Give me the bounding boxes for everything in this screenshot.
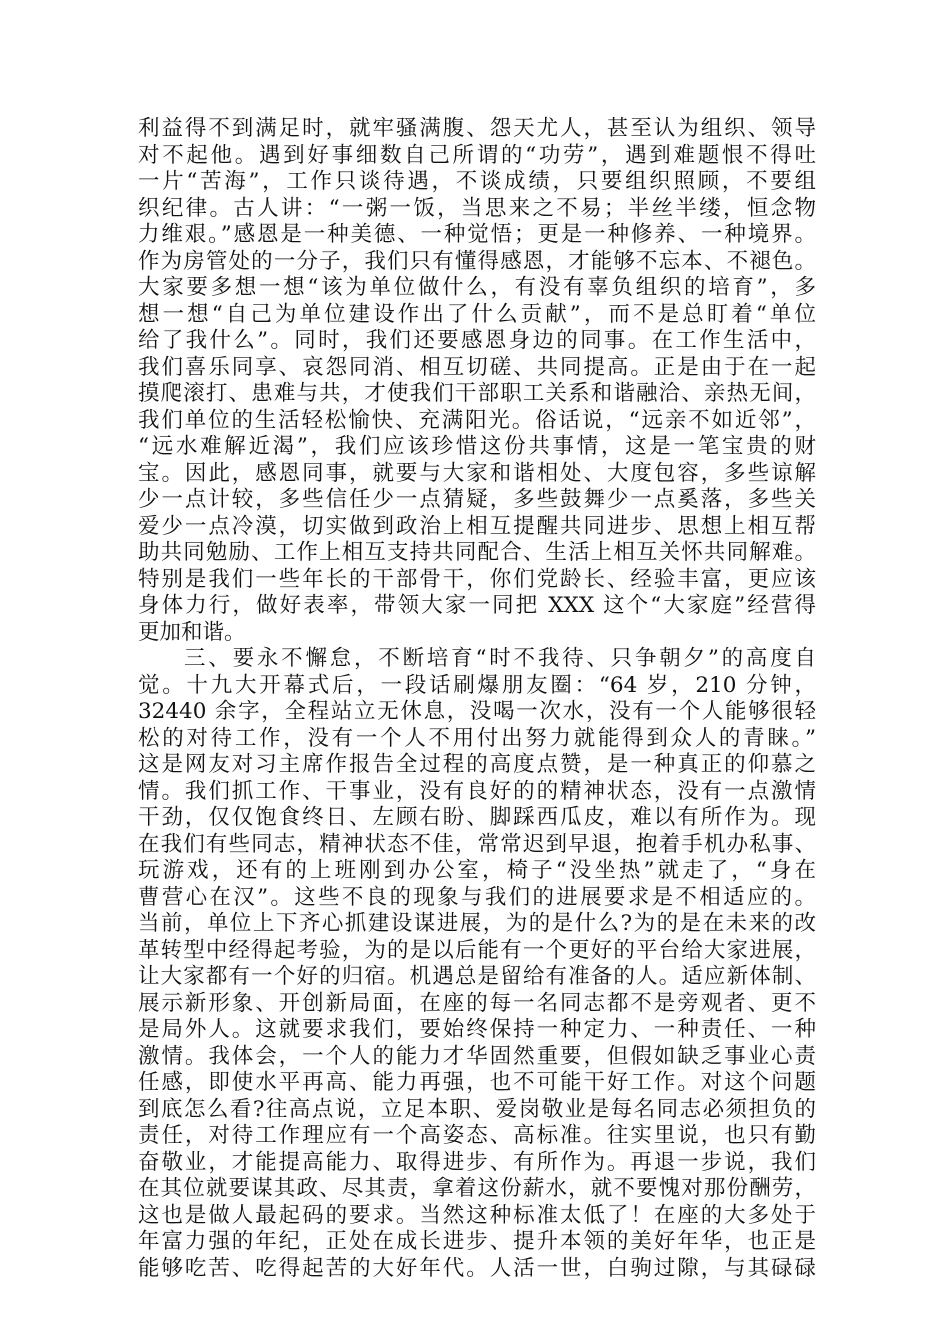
text-line: 宝。因此，感恩同事，就要与大家和谐相处、大度包容，多些谅解 bbox=[138, 460, 816, 486]
text-line: 一片“苦海”，工作只谈待遇，不谈成绩，只要组织照顾，不要组 bbox=[138, 169, 816, 194]
text-line: 少一点计较，多些信任少一点猜疑，多些鼓舞少一点奚落，多些关 bbox=[138, 487, 816, 512]
text-line: 特别是我们一些年长的干部骨干，你们党龄长、经验丰富，更应该 bbox=[138, 566, 816, 592]
text-line: 干劲，仅仅饱食终日、左顾右盼、脚踩西瓜皮，难以有所作为。现 bbox=[138, 805, 816, 830]
text-line: 能够吃苦、吃得起苦的大好年代。人活一世，白驹过隙，与其碌碌 bbox=[138, 1255, 816, 1281]
text-line: 让大家都有一个好的归宿。机遇总是留给有准备的人。适应新体制、 bbox=[138, 964, 816, 989]
text-line: 32440 余字，全程站立无休息，没喝一次水，没有一个人能够很轻 bbox=[138, 699, 816, 724]
text-line: 革转型中经得起考验，为的是以后能有一个更好的平台给大家进展， bbox=[138, 937, 816, 963]
text-line: 对不起他。遇到好事细数自己所谓的“功劳”，遇到难题恨不得吐 bbox=[138, 142, 816, 168]
text-line: 觉。十九大开幕式后，一段话刷爆朋友圈：“64 岁，210 分钟， bbox=[138, 672, 816, 698]
text-line: 到底怎么看?往高点说，立足本职、爱岗敬业是每名同志必须担负的 bbox=[138, 1096, 816, 1122]
section-heading-line: 三、要永不懈怠，不断培育“时不我待、只争朝夕”的高度自 bbox=[184, 646, 816, 671]
text-line: 助共同勉励、工作上相互支持共同配合、生活上相互关怀共同解难。 bbox=[138, 540, 816, 565]
text-line: 爱少一点冷漠，切实做到政治上相互提醒共同进步、思想上相互帮 bbox=[138, 513, 816, 539]
text-line: 当前，单位上下齐心抓建设谋进展，为的是什么?为的是在未来的改 bbox=[138, 911, 816, 936]
text-line: 责任，对待工作理应有一个高姿态、高标准。往实里说，也只有勤 bbox=[138, 1123, 816, 1148]
text-line: 是局外人。这就要求我们，要始终保持一种定力、一种责任、一种 bbox=[138, 1017, 816, 1042]
text-line: 奋敬业，才能提高能力、取得进步、有所作为。再退一步说，我们 bbox=[138, 1149, 816, 1175]
text-line: 作为房管处的一分子，我们只有懂得感恩，才能够不忘本、不褪色。 bbox=[138, 248, 816, 274]
text-line: 曹营心在汉”。这些不良的现象与我们的进展要求是不相适应的。 bbox=[138, 884, 816, 910]
text-line: 想一想“自己为单位建设作出了什么贡献”，而不是总盯着“单位 bbox=[138, 301, 816, 327]
text-line: 这是网友对习主席作报告全过程的高度点赞，是一种真正的仰慕之 bbox=[138, 752, 816, 777]
text-line: 利益得不到满足时，就牢骚满腹、怨天尤人，甚至认为组织、领导 bbox=[138, 116, 816, 141]
text-line: 身体力行，做好表率，带领大家一同把 XXX 这个“大家庭”经营得 bbox=[138, 593, 816, 618]
text-line: 给了我什么”。同时，我们还要感恩身边的同事。在工作生活中， bbox=[138, 328, 816, 353]
document-page bbox=[138, 116, 816, 1282]
paragraph-end-line: 更加和谐。 bbox=[138, 619, 246, 645]
text-line: “远水难解近渴”，我们应该珍惜这份共事情，这是一笔宝贵的财 bbox=[138, 434, 816, 459]
text-line: 展示新形象、开创新局面，在座的每一名同志都不是旁观者、更不 bbox=[138, 990, 816, 1016]
text-line: 这也是做人最起码的要求。当然这种标准太低了！在座的大多处于 bbox=[138, 1202, 816, 1228]
text-line: 在我们有些同志，精神状态不佳，常常迟到早退，抱着手机办私事、 bbox=[138, 831, 816, 857]
text-line: 大家要多想一想“该为单位做什么，有没有辜负组织的培育”，多 bbox=[138, 275, 816, 300]
text-line: 我们喜乐同享、哀怨同消、相互切磋、共同提高。正是由于在一起 bbox=[138, 354, 816, 380]
text-line: 松的对待工作，没有一个人不用付出努力就能得到众人的青睐。” bbox=[138, 725, 816, 751]
text-line: 织纪律。古人讲：“一粥一饭，当思来之不易；半丝半缕，恒念物 bbox=[138, 195, 816, 221]
text-line: 任感，即使水平再高、能力再强，也不可能干好工作。对这个问题 bbox=[138, 1070, 816, 1095]
text-line: 摸爬滚打、患难与共，才使我们干部职工关系和谐融洽、亲热无间， bbox=[138, 381, 816, 406]
text-line: 力维艰。”感恩是一种美德、一种觉悟；更是一种修养、一种境界。 bbox=[138, 222, 816, 247]
text-line: 情。我们抓工作、干事业，没有良好的的精神状态，没有一点激情 bbox=[138, 778, 816, 804]
text-line: 玩游戏，还有的上班刚到办公室，椅子“没坐热”就走了，“身在 bbox=[138, 858, 816, 883]
text-line: 年富力强的年纪，正处在成长进步、提升本领的美好年华，也正是 bbox=[138, 1229, 816, 1254]
text-line: 在其位就要谋其政、尽其责，拿着这份薪水，就不要愧对那份酬劳， bbox=[138, 1176, 816, 1201]
text-line: 激情。我体会，一个人的能力才华固然重要，但假如缺乏事业心责 bbox=[138, 1043, 816, 1069]
text-line: 我们单位的生活轻松愉快、充满阳光。俗话说，“远亲不如近邻”， bbox=[138, 407, 816, 433]
